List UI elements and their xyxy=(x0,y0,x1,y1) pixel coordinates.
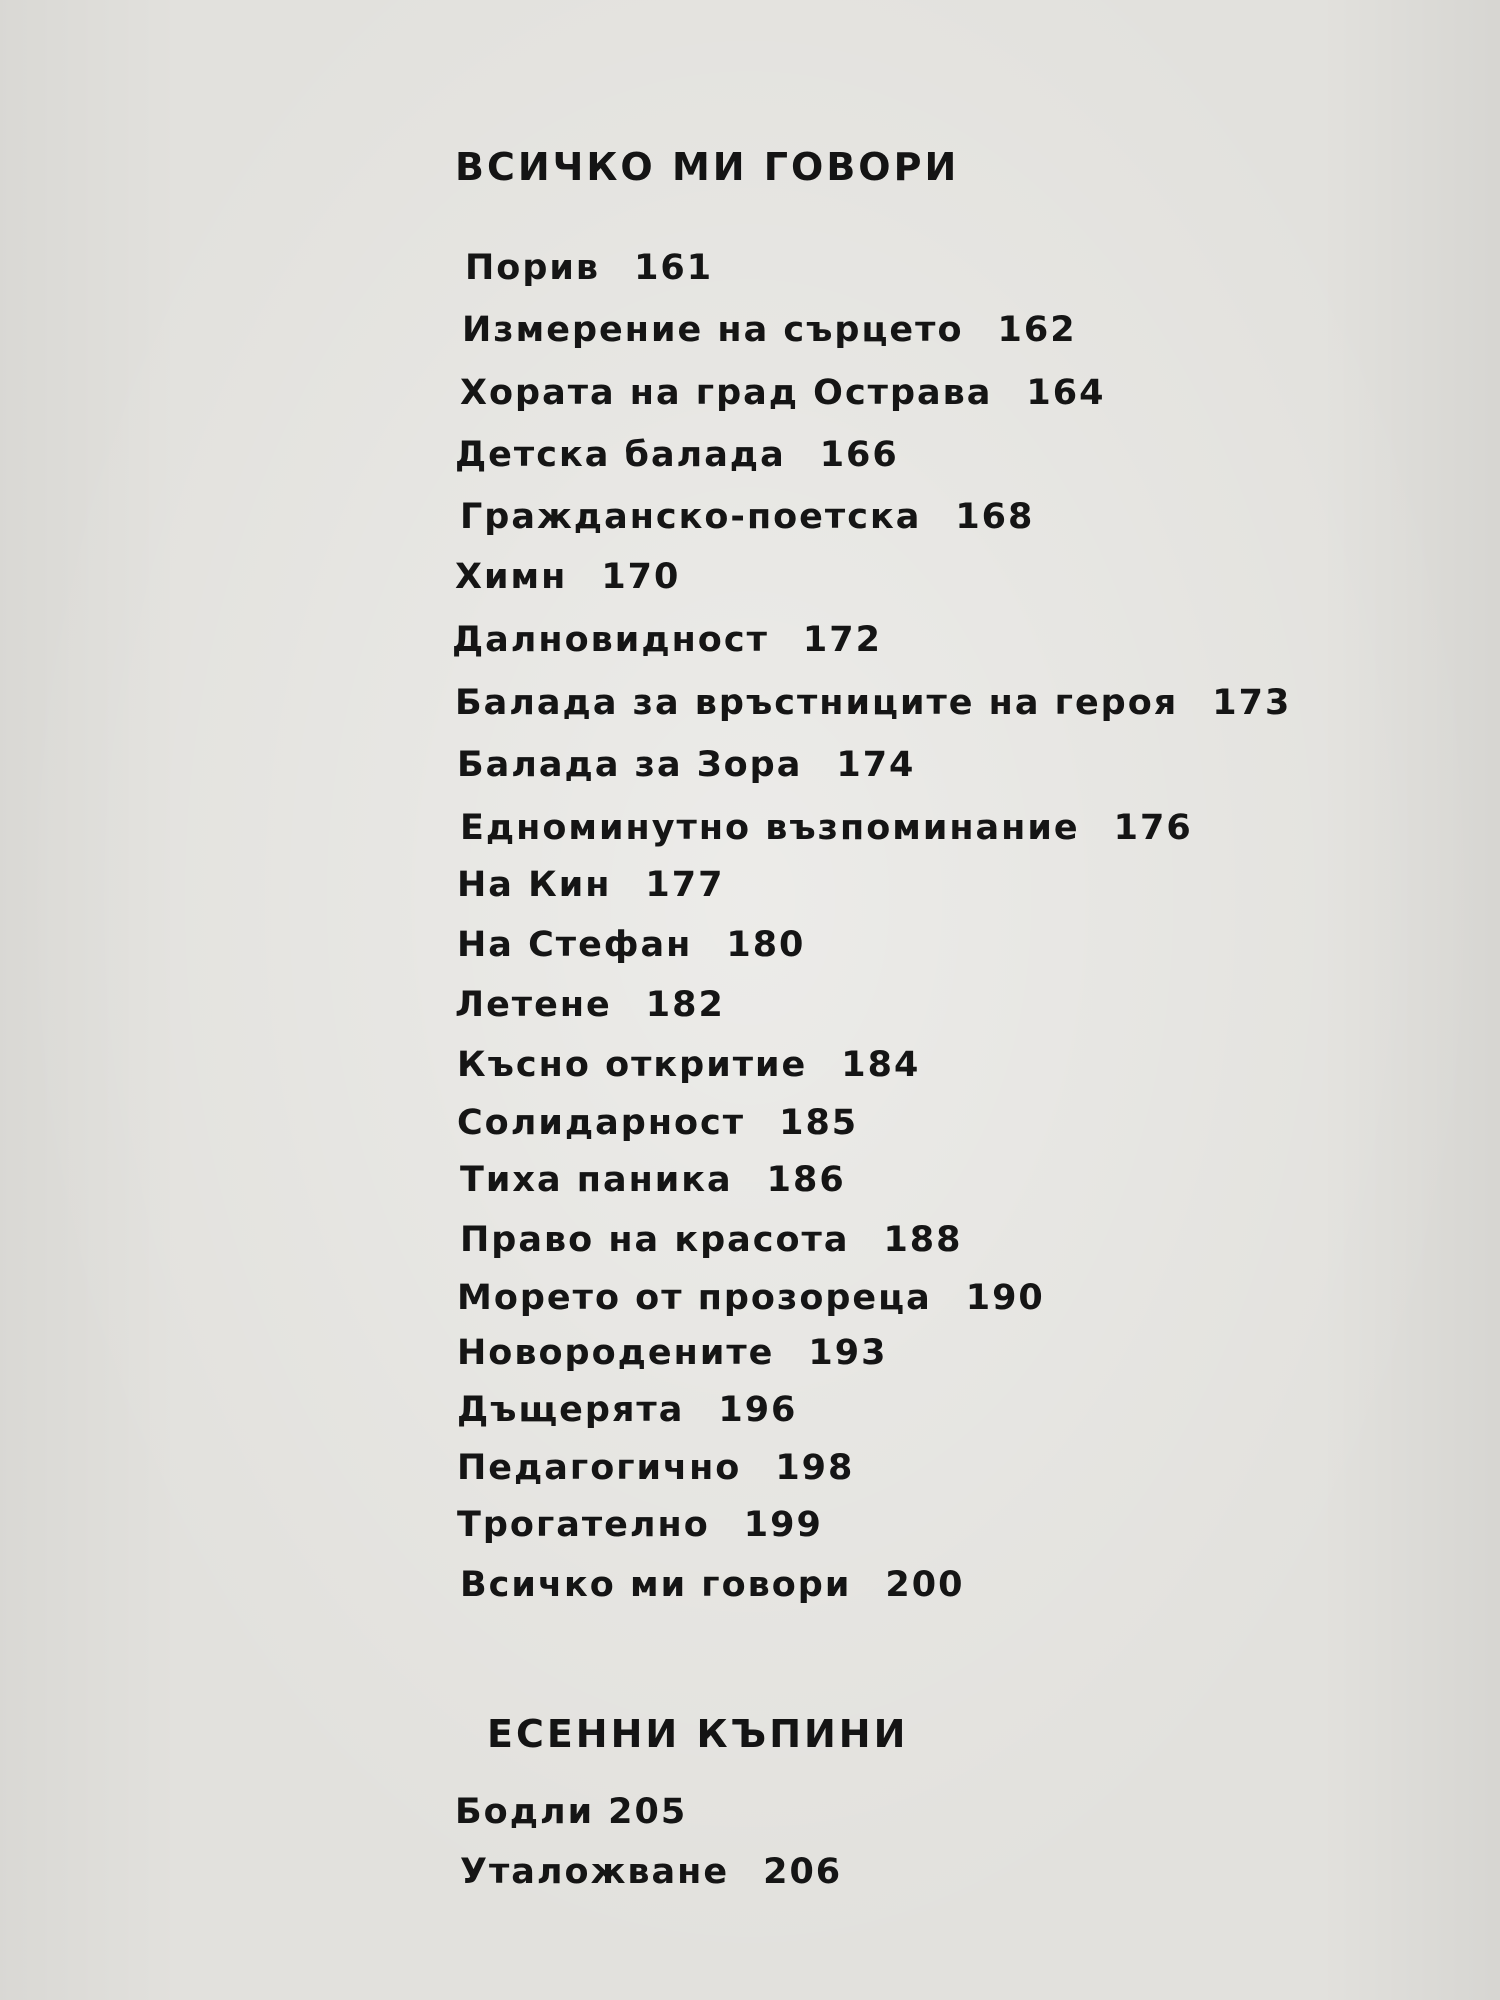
toc-entry-page: 162 xyxy=(997,310,1077,350)
toc-entry-title: Балада за Зора xyxy=(457,745,803,785)
toc-entry-page: 168 xyxy=(955,497,1035,537)
toc-entry-page: 172 xyxy=(802,620,882,660)
toc-entry-title: Химн xyxy=(455,557,568,597)
toc-entry-title: Новородените xyxy=(457,1333,775,1373)
toc-entry-title: Летене xyxy=(455,985,612,1025)
toc-entry-title: Дъщерята xyxy=(457,1390,685,1430)
toc-entry-page: 193 xyxy=(808,1333,888,1373)
toc-entry-page: 174 xyxy=(836,745,916,785)
toc-entry-page: 200 xyxy=(885,1565,965,1605)
toc-entry-page: 176 xyxy=(1113,808,1193,848)
toc-entry-page: 177 xyxy=(645,865,725,905)
toc-entry-title: Солидарност xyxy=(457,1103,746,1143)
toc-entry-title: Измерение на сърцето xyxy=(462,310,964,350)
toc-entry-page: 206 xyxy=(763,1852,843,1892)
toc-entry-page: 173 xyxy=(1212,683,1292,723)
toc-entry-title: На Кин xyxy=(457,865,612,905)
toc-entry-page: 196 xyxy=(718,1390,798,1430)
toc-entry-title: Уталожване xyxy=(460,1852,730,1892)
toc-entry-title: Гражданско-поетска xyxy=(460,497,922,537)
toc-entry-title: Късно откритие xyxy=(457,1045,808,1085)
toc-entry-title: Едноминутно възпоминание xyxy=(460,808,1080,848)
toc-entry-title: Хората на град Острава xyxy=(460,373,993,413)
toc-entry-page: 190 xyxy=(965,1278,1045,1318)
toc-entry-page: 184 xyxy=(841,1045,921,1085)
toc-entry-page: 199 xyxy=(743,1505,823,1545)
toc-entry-title: Порив xyxy=(465,248,601,288)
toc-entry-title: Тиха паника xyxy=(460,1160,733,1200)
toc-entry-title: Бодли xyxy=(455,1792,595,1832)
toc-entry-title: Балада за връстниците на героя xyxy=(455,683,1179,723)
toc-entry-title: Трогателно xyxy=(457,1505,710,1545)
toc-entry-title: Детска балада xyxy=(455,435,786,475)
toc-entry-page: 180 xyxy=(726,925,806,965)
toc-entry-page: 170 xyxy=(601,557,681,597)
toc-entry-page: 186 xyxy=(766,1160,846,1200)
toc-entry-page: 182 xyxy=(645,985,725,1025)
section-title: ЕСЕННИ КЪПИНИ xyxy=(487,1712,909,1756)
toc-entry-page: 198 xyxy=(775,1448,855,1488)
toc-entry-title: Морето от прозореца xyxy=(457,1278,932,1318)
toc-entry-page: 205 xyxy=(608,1792,688,1832)
toc-entry-title: Педагогично xyxy=(457,1448,742,1488)
toc-entry-title: Всичко ми говори xyxy=(460,1565,852,1605)
toc-entry xyxy=(455,1792,687,1832)
toc-entry xyxy=(460,1852,842,1892)
toc-entry-title: На Стефан xyxy=(457,925,693,965)
toc-entry-page: 161 xyxy=(634,248,714,288)
toc-entry-page: 185 xyxy=(779,1103,859,1143)
toc-entry-title: Право на красота xyxy=(460,1220,850,1260)
section-title: ВСИЧКО МИ ГОВОРИ xyxy=(455,145,960,189)
toc-entry-page: 188 xyxy=(883,1220,963,1260)
toc-entry-page: 164 xyxy=(1026,373,1106,413)
toc-entry-title: Далновидност xyxy=(452,620,769,660)
toc-entry-page: 166 xyxy=(819,435,899,475)
